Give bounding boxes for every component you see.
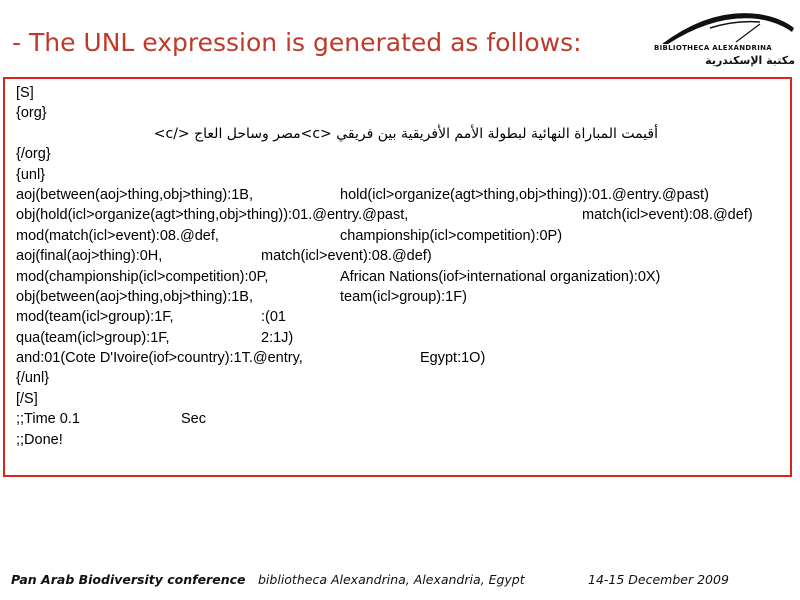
footer-date: 14-15 December 2009 bbox=[588, 572, 729, 587]
relation-head: qua(team(icl>group):1F, bbox=[16, 329, 170, 346]
relation-line bbox=[16, 348, 788, 368]
time-line bbox=[16, 409, 788, 429]
relation-tail: :(01 bbox=[261, 309, 286, 326]
s-close-line: [/S] bbox=[16, 390, 38, 407]
relation-tail: African Nations(iof>international organization):0X) bbox=[340, 268, 661, 285]
slide-title: - The UNL expression is generated as follows: bbox=[12, 28, 582, 57]
relation-line bbox=[16, 205, 788, 225]
time-label: ;;Time 0.1 bbox=[16, 411, 80, 428]
relation-head: and:01(Cote D'Ivoire(iof>country):1T.@entry, bbox=[16, 350, 303, 367]
done-line: ;;Done! bbox=[16, 431, 63, 448]
unl-expression-box bbox=[3, 77, 792, 477]
org-close-line: {/org} bbox=[16, 146, 51, 163]
relation-line bbox=[16, 267, 788, 287]
relation-tail: match(icl>event):08.@def) bbox=[582, 207, 753, 224]
relation-tail: championship(icl>competition):0P) bbox=[340, 227, 563, 244]
logo-name-english: BIBLIOTHECA ALEXANDRINA bbox=[654, 44, 773, 52]
arabic-sentence-line: أقيمت المباراة النهائية لبطولة الأمم الأفريقية بين فريقي <c>مصر وساحل العاج </c> bbox=[153, 125, 658, 142]
relation-line bbox=[16, 246, 788, 266]
unl-expression bbox=[16, 83, 788, 450]
footer-conference: Pan Arab Biodiversity conference bbox=[11, 572, 246, 587]
relation-head: obj(between(aoj>thing,obj>thing):1B, bbox=[16, 288, 253, 305]
logo-name-arabic: مكتبة الإسكندرية bbox=[705, 54, 795, 67]
org-open-line: {org} bbox=[16, 105, 47, 122]
footer-venue: bibliotheca Alexandrina, Alexandria, Egypt bbox=[258, 572, 525, 587]
slide-footer bbox=[0, 572, 800, 592]
relation-head: obj(hold(icl>organize(agt>thing,obj>thing)):01.@entry.@past, bbox=[16, 207, 409, 224]
relation-tail: team(icl>group):1F) bbox=[340, 288, 467, 305]
relation-line bbox=[16, 185, 788, 205]
bibliotheca-alexandrina-logo bbox=[640, 6, 795, 68]
relation-head: mod(match(icl>event):08.@def, bbox=[16, 227, 219, 244]
relation-tail: Egypt:1O) bbox=[420, 350, 486, 367]
relation-line bbox=[16, 307, 788, 327]
relation-line bbox=[16, 287, 788, 307]
relation-line bbox=[16, 226, 788, 246]
relation-line bbox=[16, 328, 788, 348]
relation-head: aoj(between(aoj>thing,obj>thing):1B, bbox=[16, 186, 253, 203]
relation-tail: 2:1J) bbox=[261, 329, 294, 346]
time-unit: Sec bbox=[181, 411, 206, 428]
s-open-line: [S] bbox=[16, 85, 34, 101]
relation-tail: match(icl>event):08.@def) bbox=[261, 248, 432, 265]
relation-tail: hold(icl>organize(agt>thing,obj>thing)):01.@entry.@past) bbox=[340, 186, 709, 203]
unl-open-line: {unl} bbox=[16, 166, 46, 183]
unl-close-line: {/unl} bbox=[16, 370, 50, 387]
relation-head: aoj(final(aoj>thing):0H, bbox=[16, 248, 163, 265]
relation-head: mod(team(icl>group):1F, bbox=[16, 309, 174, 326]
bibliotheca-alexandrina-arc-icon bbox=[640, 6, 795, 46]
relation-head: mod(championship(icl>competition):0P, bbox=[16, 268, 269, 285]
